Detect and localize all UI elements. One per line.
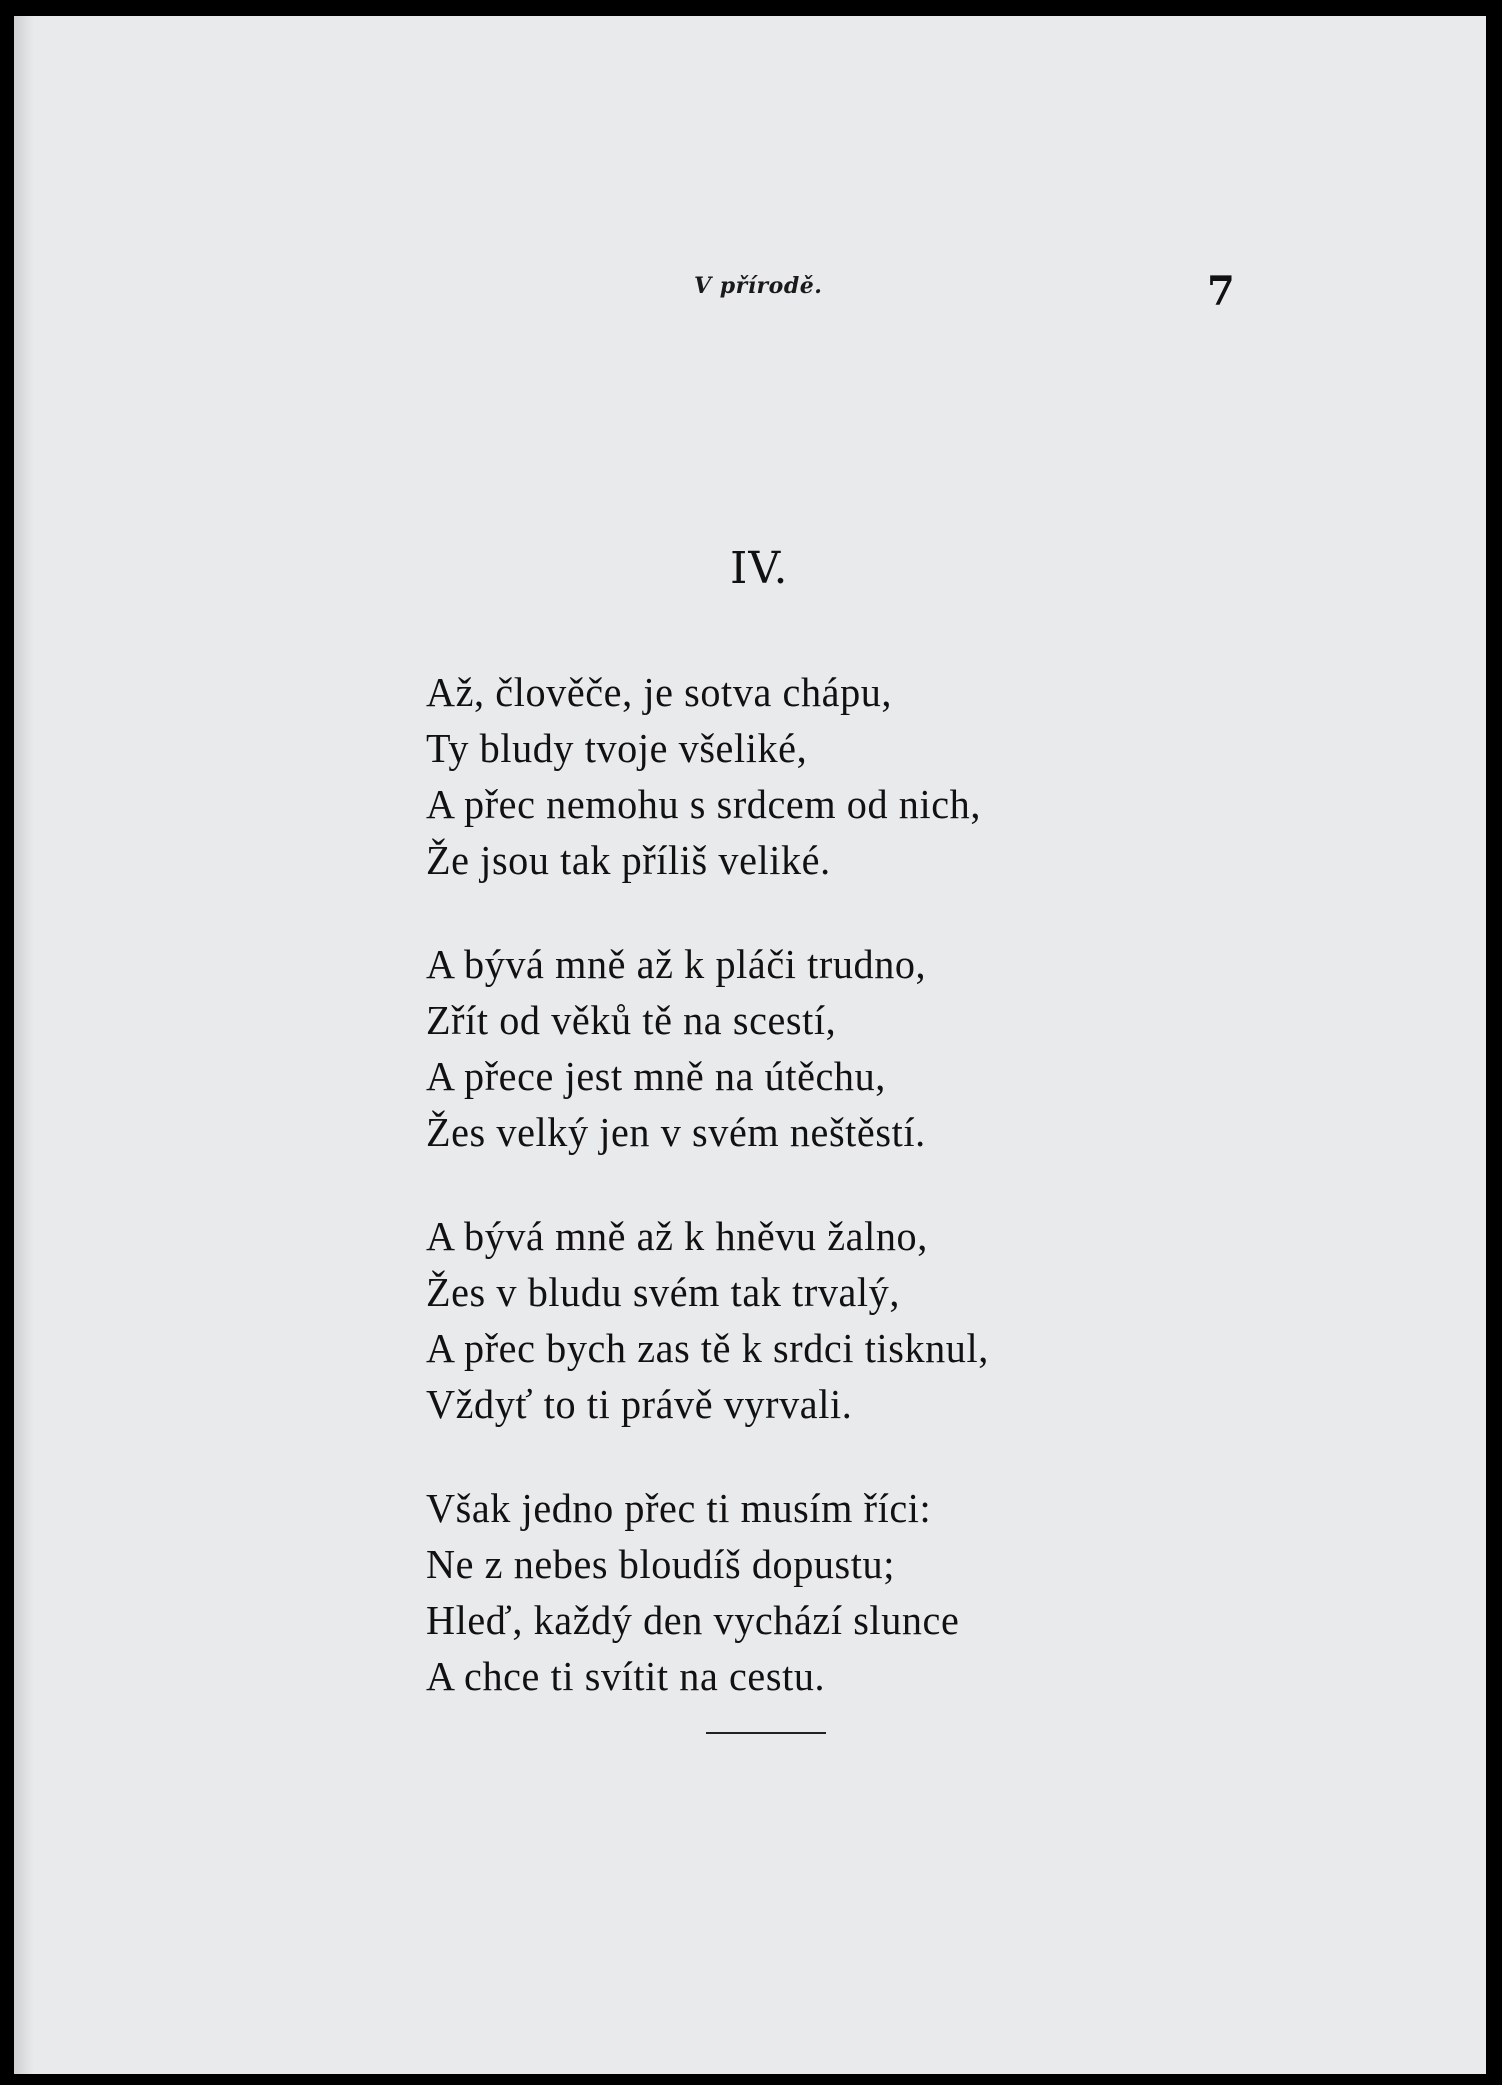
poem-body	[426, 664, 1186, 1752]
poem-line: Ty bludy tvoje všeliké,	[426, 725, 808, 771]
poem-line: A bývá mně až k pláči trudno,	[426, 941, 927, 987]
stanza-4	[426, 1480, 1186, 1704]
poem-line: A přec bych zas tě k srdci tisknul,	[426, 1325, 989, 1371]
poem-line: Však jedno přec ti musím říci:	[426, 1485, 932, 1531]
poem-line: A chce ti svítit na cestu.	[426, 1653, 826, 1699]
section-title: IV.	[730, 543, 789, 594]
running-title: V přírodě.	[694, 273, 823, 299]
poem-line: Že jsou tak příliš veliké.	[426, 837, 831, 883]
poem-line: A bývá mně až k hněvu žalno,	[426, 1213, 928, 1259]
poem-line: Vždyť to ti právě vyrvali.	[426, 1381, 853, 1427]
poem-line: Žes velký jen v svém neštěstí.	[426, 1109, 926, 1155]
poem-line: Zřít od věků tě na scestí,	[426, 997, 837, 1043]
page-number: 7	[1207, 268, 1235, 315]
poem-line: A přece jest mně na útěchu,	[426, 1053, 886, 1099]
poem-line: Žes v bludu svém tak trvalý,	[426, 1269, 900, 1315]
poem-line: Hleď, každý den vychází slunce	[426, 1597, 960, 1643]
poem-line: Ne z nebes bloudíš dopustu;	[426, 1541, 895, 1587]
stanza-1	[426, 664, 1186, 888]
stanza-2	[426, 936, 1186, 1160]
stanza-3	[426, 1208, 1186, 1432]
poem-line: Až, člověče, je sotva chápu,	[426, 669, 893, 715]
poem-line: A přec nemohu s srdcem od nich,	[426, 781, 981, 827]
book-page	[14, 16, 1486, 2074]
end-rule	[706, 1732, 826, 1734]
binding-edge	[14, 16, 34, 2074]
